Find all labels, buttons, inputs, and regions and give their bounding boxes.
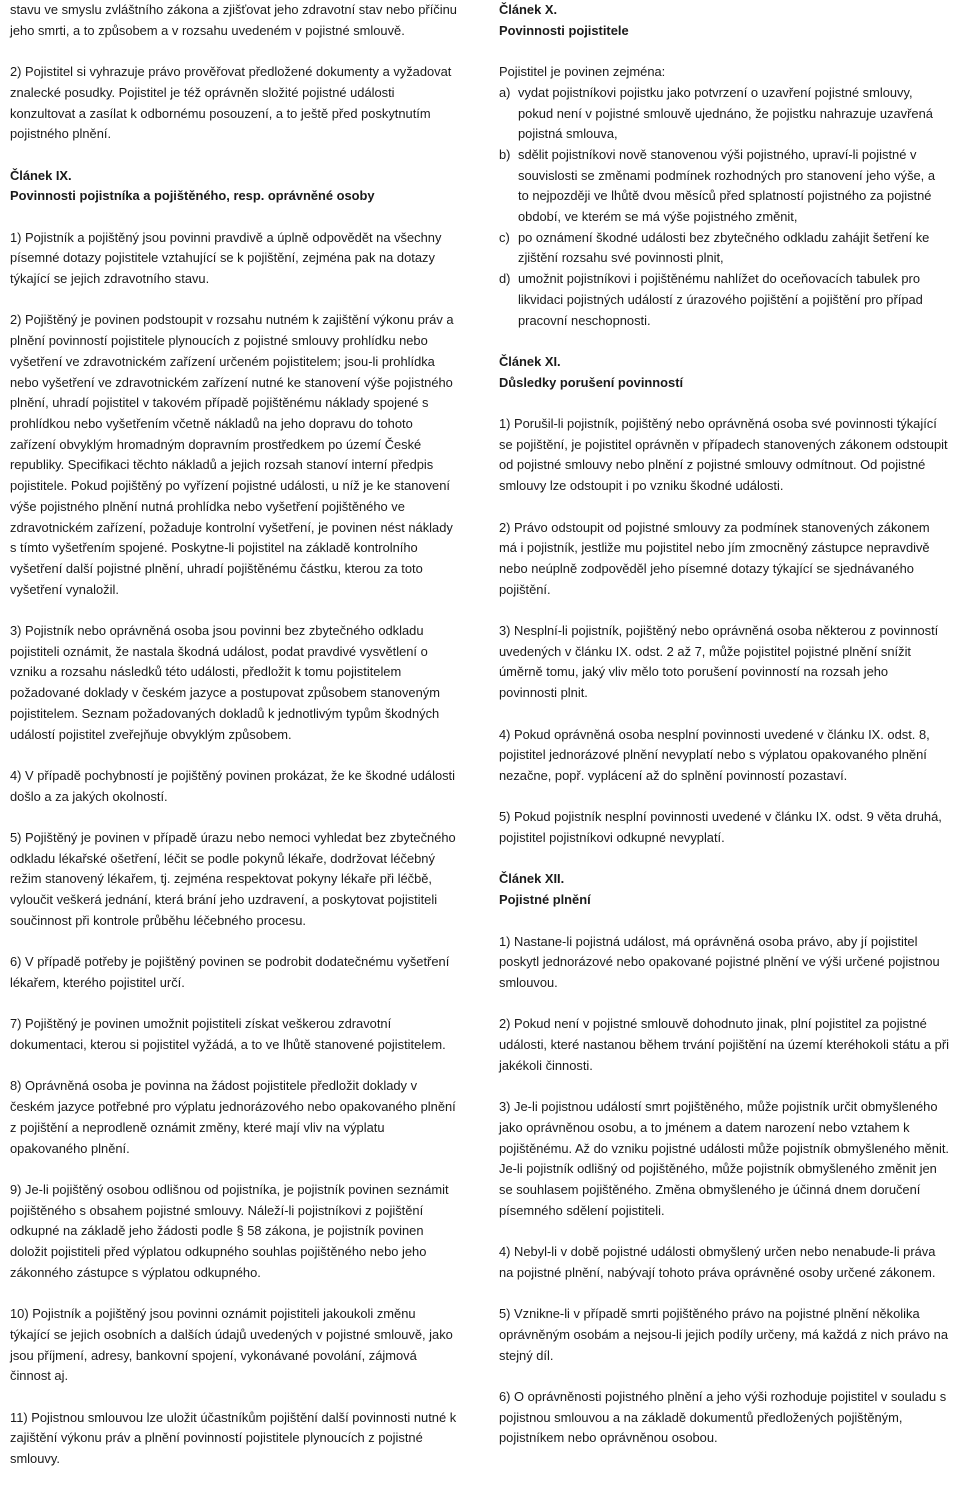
- list-item-label: b): [499, 146, 511, 162]
- article-9-paragraph-9: 9) Je-li pojištěný osobou odlišnou od pojistníka, je pojistník povinen seznámit pojištěného s obsahem pojistné smlouvy. Náleží-li pojistníkovi z pojištění odkupné na základě jeho žádosti podle § 58 zákona, je pojistník povinen doložit pojistiteli před výplatou odkupného souhlas pojištěného nebo jeho zákonného zástupce s výplatou odkupného.: [10, 1181, 449, 1280]
- article-9-subtitle: Povinnosti pojistníka a pojištěného, resp. oprávněné osoby: [10, 188, 375, 204]
- article-10-intro: Pojistitel je povinen zejména:: [499, 64, 666, 80]
- article-12-paragraph-3: 3) Je-li pojistnou událostí smrt pojištěného, může pojistník určit obmyšleného jako oprávněnou osobu, a to jménem a datem narození nebo vztahem k pojištěnému. Až do vzniku pojistné události může pojistník obmyšleného měnit. Je-li pojistník odlišný od pojištěného, může pojistník obmyšleného změnit jen se souhlasem pojištěného. Změna obmyšleného je účinná dnem doručení písemného sdělení pojistiteli.: [499, 1099, 949, 1218]
- article-12-paragraph-4: 4) Nebyl-li v době pojistné události obmyšlený určen nebo nenabude-li práva na pojistné plnění, nabývají tohoto práva oprávněné osoby určené zákonem.: [499, 1244, 936, 1280]
- list-item-text: umožnit pojistníkovi i pojištěnému nahlížet do oceňovacích tabulek pro likvidaci pojistných událostí z úrazového pojištění a pojištění pro případ pracovní neschopnosti.: [518, 271, 923, 328]
- article-9-title: Článek IX.: [10, 167, 72, 183]
- article-9-paragraph-6: 6) V případě potřeby je pojištěný povinen se podrobit dodatečnému vyšetření lékařem, kterého pojistitel určí.: [10, 954, 450, 990]
- article-10-subtitle: Povinnosti pojistitele: [499, 22, 629, 38]
- article-9-paragraph-7: 7) Pojištěný je povinen umožnit pojistiteli získat veškerou zdravotní dokumentaci, kterou si pojistitel vyžádá, a to ve lhůtě stanovené pojistitelem.: [10, 1016, 446, 1053]
- article-11-paragraph-1: 1) Porušil-li pojistník, pojištěný nebo oprávněná osoba své povinnosti týkající se pojištění, je pojistitel oprávněn v případech stanovených zákonem odstoupit od pojistné smlouvy nebo plnění z pojistné smlouvy odmítnout. Od pojistné smlouvy lze odstoupit i po vzniku škodné události.: [499, 416, 948, 494]
- article-12-paragraph-6: 6) O oprávněnosti pojistného plnění a jeho výši rozhoduje pojistitel v souladu s pojistnou smlouvou a na základě dokumentů předložených pojištěným, pojistníkem nebo oprávněnou osobou.: [499, 1388, 947, 1446]
- article-11-heading: [499, 352, 949, 393]
- article-12-subtitle: Pojistné plnění: [499, 892, 591, 908]
- article-8-paragraph-2: 2) Pojistitel si vyhrazuje právo prověřovat předložené dokumenty a vyžadovat znalecké posudky. Pojistitel je též oprávněn složité pojistné události konzultovat a zasílat k odbornému posouzení, a to ještě před poskytnutím pojistného plnění.: [10, 64, 452, 142]
- article-10-title: Článek X.: [499, 2, 558, 17]
- article-9-paragraph-2: 2) Pojištěný je povinen podstoupit v rozsahu nutném k zajištění výkonu práv a plnění povinností pojistitele plynoucích z pojistné smlouvy prohlídku nebo vyšetření ve zdravotnickém zařízení určeném pojistitelem; jsou-li prohlídka nebo vyšetření ve zdravotnickém zařízení nutné ke stanovení výše pojistného plnění, uhradí pojistitel v takovém případě pojištěnému náklady spojené s prohlídkou nebo vyšetřením včetně nákladů na jeho dopravu do tohoto zařízení obvyklým hromadným dopravním prostředkem po území České republiky. Specifikaci těchto nákladů a jejich rozsah stanoví interní předpis pojistitele. Pokud pojištěný po vyřízení pojistné události, u níž je ke stanovení výše pojistného plnění nutná prohlídka nebo vyšetření pojištěného ve zdravotnickém zařízení, požaduje kontrolní vyšetření, je povinen nést náklady s tímto vyšetřením spojené. Poskytne-li pojistitel na základě kontrolního vyšetření další pojistné plnění, uhradí pojištěnému částku, kterou za toto vyšetření vynaložil.: [10, 312, 454, 597]
- list-item-text: vydat pojistníkovi pojistku jako potvrzení o uzavření pojistné smlouvy, pokud není v pojistné smlouvě ujednáno, že pojistku nahrazuje uzavřená pojistná smlouva,: [518, 84, 933, 142]
- article-11-paragraph-4: 4) Pokud oprávněná osoba nesplní povinnosti uvedené v článku IX. odst. 8, pojistitel jednorázové plnění nevyplatí nebo s výplatou opakovaného plnění nezačne, popř. vyplácení až do splnění povinností pozastaví.: [499, 726, 930, 783]
- right-column: [499, 0, 949, 1470]
- left-column: [10, 0, 458, 1490]
- article-12-paragraph-2: 2) Pokud není v pojistné smlouvě dohodnuto jinak, plní pojistitel za pojistné události, které nastanou během trvání pojištění na území kteréhokoli státu a při jakékoli činnosti.: [499, 1016, 949, 1073]
- intro-paragraph: stavu ve smyslu zvláštního zákona a zjišťovat jeho zdravotní stav nebo příčinu jeho smrti, a to způsobem a v rozsahu uvedeném v pojistné smlouvě.: [10, 2, 457, 38]
- list-item-label: a): [499, 84, 511, 100]
- list-item: [499, 145, 949, 228]
- list-item: [499, 83, 949, 145]
- article-9-paragraph-3: 3) Pojistník nebo oprávněná osoba jsou povinni bez zbytečného odkladu pojistiteli oznámit, že nastala škodná událost, podat pravdivé vysvětlení o vzniku a rozsahu následků této události, předložit k tomu pojistitelem požadované doklady v českém jazyce a postupovat způsobem stanoveným pojistitelem. Seznam požadovaných dokladů k jednotlivým typům škodných událostí pojistitel zveřejňuje obvyklým způsobem.: [10, 623, 440, 742]
- list-item-text: sdělit pojistníkovi nově stanovenou výši pojistného, upraví-li pojistné v souvislosti se změnami podmínek rozhodných pro stanovení jeho výše, a to nejpozději ve lhůtě dvou měsíců před splatností pojistného za pojistné období, ve kterém se má výše pojistného změnit,: [518, 146, 936, 225]
- article-9-paragraph-1: 1) Pojistník a pojištěný jsou povinni pravdivě a úplně odpovědět na všechny písemné dotazy pojistitele vztahující se k pojištění, zejména pak na dotazy týkající se jejich zdravotního stavu.: [10, 229, 442, 287]
- article-11-paragraph-3: 3) Nesplní-li pojistník, pojištěný nebo oprávněná osoba některou z povinností uvedených v článku IX. odst. 2 až 7, může pojistitel pojistné plnění snížit úměrně tomu, jaký vliv mělo toto porušení povinností na rozsah jeho povinnosti plnit.: [499, 623, 939, 701]
- article-11-paragraph-2: 2) Právo odstoupit od pojistné smlouvy za podmínek stanovených zákonem má i pojistník, jestliže mu pojistitel nebo jím zmocněný zástupce nepravdivě nebo neúplně zodpověděl jeho písemné dotazy týkající se sjednávaného pojištění.: [499, 519, 930, 597]
- article-12-title: Článek XII.: [499, 871, 565, 887]
- list-item-label: c): [499, 229, 510, 245]
- article-10-list: [499, 83, 949, 331]
- article-11-subtitle: Důsledky porušení povinností: [499, 374, 684, 390]
- article-11-title: Článek XI.: [499, 353, 561, 369]
- list-item-text: po oznámení škodné události bez zbytečného odkladu zahájit šetření ke zjištění rozsahu své povinnosti plnit,: [518, 229, 930, 266]
- list-item-label: d): [499, 271, 511, 287]
- article-12-paragraph-5: 5) Vznikne-li v případě smrti pojištěného právo na pojistné plnění několika oprávněným osobám a nejsou-li jejich podíly určeny, má každá z nich právo na stejný díl.: [499, 1306, 949, 1363]
- article-10-heading: [499, 0, 949, 41]
- article-9-paragraph-10: 10) Pojistník a pojištěný jsou povinni oznámit pojistiteli jakoukoli změnu týkající se jejich osobních a dalších údajů uvedených v pojistné smlouvě, jako jsou příjmení, adresy, bankovní spojení, vykonávané povolání, zájmová činnost aj.: [10, 1306, 453, 1384]
- article-9-heading: [10, 166, 458, 207]
- article-9-paragraph-11: 11) Pojistnou smlouvou lze uložit účastníkům pojištění další povinnosti nutné k zajištění výkonu práv a plnění povinností pojistitele plynoucích z pojistné smlouvy.: [10, 1409, 457, 1467]
- article-9-paragraph-5: 5) Pojištěný je povinen v případě úrazu nebo nemoci vyhledat bez zbytečného odkladu lékařské ošetření, léčit se podle pokynů lékaře, dodržovat léčebný režim stanovený lékařem, tj. zejména respektovat pokyny lékaře při léčbě, vyloučit veškerá jednání, která brání jeho uzdravení, a poskytovat pojistiteli součinnost při kontrole průběhu léčebného procesu.: [10, 830, 456, 928]
- article-11-paragraph-5: 5) Pokud pojistník nesplní povinnosti uvedené v článku IX. odst. 9 věta druhá, pojistitel pojistníkovi odkupné nevyplatí.: [499, 809, 942, 846]
- article-12-heading: [499, 869, 949, 910]
- article-12-paragraph-1: 1) Nastane-li pojistná událost, má oprávněná osoba právo, aby jí pojistitel poskytl jednorázové nebo opakované pojistné plnění ve výši určené pojistnou smlouvou.: [499, 933, 940, 990]
- list-item: [499, 228, 949, 269]
- article-9-paragraph-4: 4) V případě pochybností je pojištěný povinen prokázat, že ke škodné události došlo a za jakých okolností.: [10, 767, 456, 804]
- article-9-paragraph-8: 8) Oprávněná osoba je povinna na žádost pojistitele předložit doklady v českém jazyce potřebné pro výplatu jednorázového nebo opakovaného plnění z pojištění a neprodleně oznámit změny, které mají vliv na výplatu opakovaného plnění.: [10, 1078, 456, 1156]
- list-item: [499, 269, 949, 331]
